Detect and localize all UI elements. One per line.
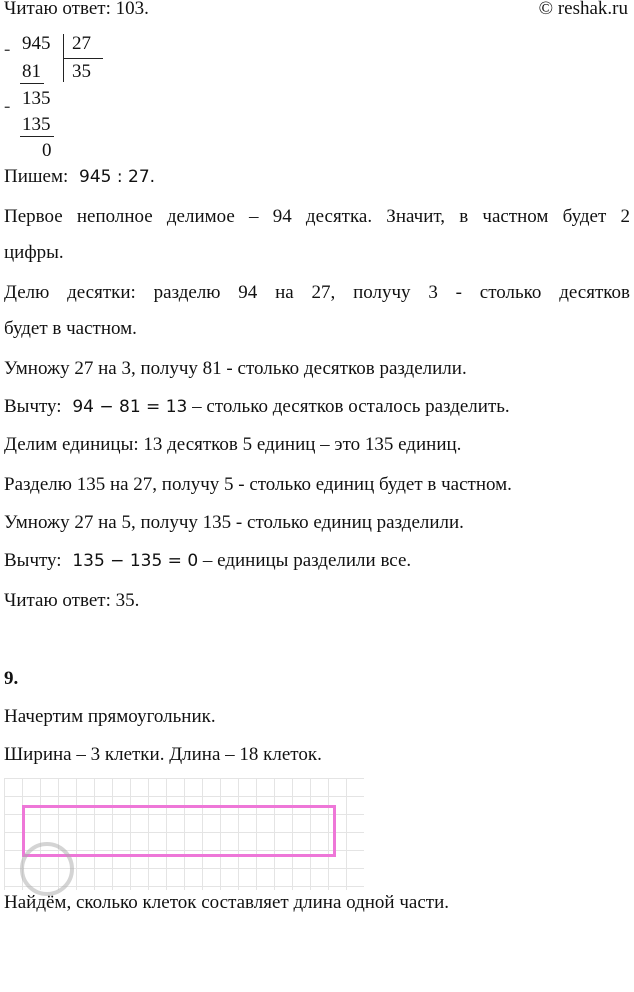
subtrahend-1: 81: [22, 61, 41, 82]
minus-sign-2: -: [4, 96, 11, 117]
divisor: 27: [72, 33, 91, 54]
read-answer-top: Читаю ответ: 103.: [4, 0, 149, 19]
subtract-label-2: Вычту:: [4, 550, 62, 571]
task9-line-3: Найдём, сколько клеток составляет длина одной части.: [4, 892, 449, 913]
subtrahend-1-underline: [20, 83, 44, 84]
subtract-rest-1: – столько десятков осталось разделить.: [192, 396, 510, 417]
task-number: 9.: [4, 668, 19, 689]
remainder-1: 135: [22, 88, 51, 109]
paragraph-line-2b: будет в частном.: [4, 318, 137, 339]
read-answer-line: Читаю ответ: 35.: [4, 590, 140, 611]
paragraph-line-6: Разделю 135 на 27, получу 5 - столько единиц будет в частном.: [4, 474, 512, 495]
subtrahend-2: 135: [22, 114, 51, 135]
copyright-label: © reshak.ru: [538, 0, 628, 19]
paragraph-line-2: Делю десятки: разделю 94 на 27, получу 3 - столько десятков: [4, 282, 630, 303]
dividend: 945: [22, 33, 51, 54]
paragraph-line-3: Умножу 27 на 3, получу 81 - столько десятков разделили.: [4, 358, 467, 379]
task9-line-1: Начертим прямоугольник.: [4, 706, 216, 727]
copyright-watermark-icon: [20, 842, 74, 896]
paragraph-line-4: [4, 396, 510, 418]
divisor-underline: [63, 58, 103, 59]
subtract-label-1: Вычту:: [4, 396, 62, 417]
task9-line-2: Ширина – 3 клетки. Длина – 18 клеток.: [4, 744, 322, 765]
subtract-math-1: 94 − 81 = 13: [72, 397, 188, 417]
paragraph-line-1: Первое неполное делимое – 94 десятка. Значит, в частном будет 2: [4, 206, 630, 227]
subtrahend-2-underline: [20, 136, 54, 137]
write-label: Пишем:: [4, 166, 69, 187]
subtract-rest-2: – единицы разделили все.: [202, 550, 412, 571]
paragraph-line-1b: цифры.: [4, 242, 64, 263]
write-math: 945 : 27.: [79, 167, 156, 187]
minus-sign-1: -: [4, 39, 11, 60]
quotient: 35: [72, 61, 91, 82]
write-line: [4, 166, 155, 188]
remainder-final: 0: [42, 140, 52, 161]
paragraph-line-8: [4, 550, 411, 572]
subtract-math-2: 135 − 135 = 0: [72, 551, 199, 571]
paragraph-line-5: Делим единицы: 13 десятков 5 единиц – это 135 единиц.: [4, 434, 462, 455]
paragraph-line-7: Умножу 27 на 5, получу 135 - столько единиц разделили.: [4, 512, 464, 533]
